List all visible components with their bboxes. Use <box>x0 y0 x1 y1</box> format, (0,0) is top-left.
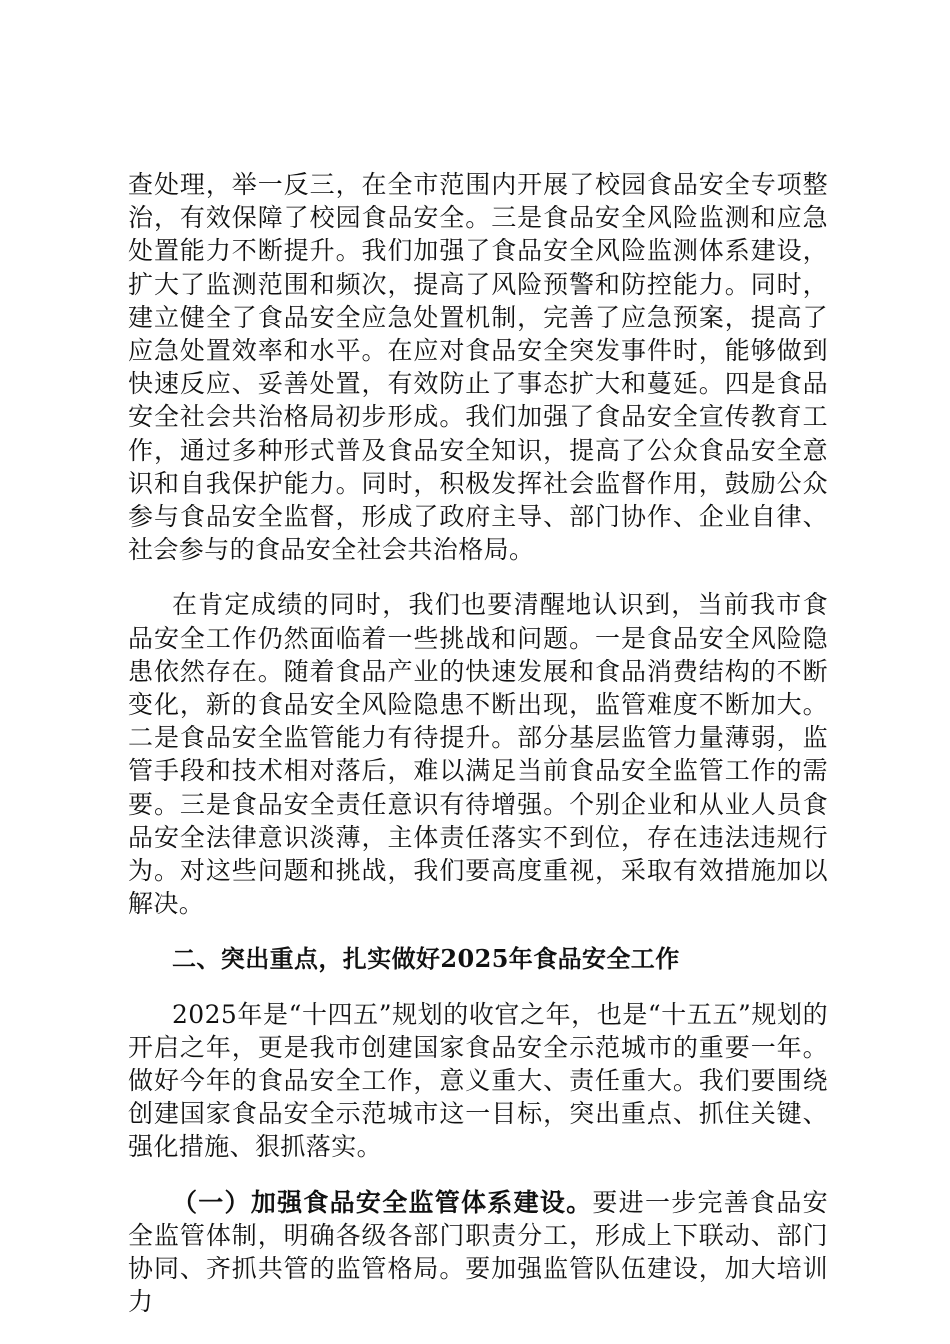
paragraph-2025-overview: 2025年是“十四五”规划的收官之年，也是“十五五”规划的开启之年，更是我市创建国家食品安全示范城市的重要一年。做好今年的食品安全工作，意义重大、责任重大。我们要围绕创建国家食品安全示范城市这一目标，突出重点、抓住关键、强化措施、狠抓落实。 <box>128 999 828 1162</box>
subsection-text: 要进一步完善食品安全监管体制，明确各级各部门职责分工，形成上下联动、部门协同、齐抓共管的监管格局。要加强监管队伍建设，加大培训力 <box>128 1187 829 1317</box>
paragraph-achievements: 查处理，举一反三，在全市范围内开展了校园食品安全专项整治，有效保障了校园食品安全。三是食品安全风险监测和应急处置能力不断提升。我们加强了食品安全风险监测体系建设，扩大了监测范围和频次，提高了风险预警和防控能力。同时，建立健全了食品安全应急处置机制，完善了应急预案，提高了应急处置效率和水平。在应对食品安全突发事件时，能够做到快速反应、妥善处置，有效防止了事态扩大和蔓延。四是食品安全社会共治格局初步形成。我们加强了食品安全宣传教育工作，通过多种形式普及食品安全知识，提高了公众食品安全意识和自我保护能力。同时，积极发挥社会监督作用，鼓励公众参与食品安全监督，形成了政府主导、部门协作、企业自律、社会参与的食品安全社会共治格局。 <box>128 170 828 565</box>
document-body <box>128 168 828 1319</box>
subsection-title: （一）加强食品安全监管体系建设。 <box>172 1187 593 1217</box>
paragraph-challenges: 在肯定成绩的同时，我们也要清醒地认识到，当前我市食品安全工作仍然面临着一些挑战和问题。一是食品安全风险隐患依然存在。随着食品产业的快速发展和食品消费结构的不断变化，新的食品安全风险隐患不断出现，监管难度不断加大。二是食品安全监管能力有待提升。部分基层监管力量薄弱，监管手段和技术相对落后，难以满足当前食品安全监管工作的需要。三是食品安全责任意识有待增强。个别企业和从业人员食品安全法律意识淡薄，主体责任落实不到位，存在违法违规行为。对这些问题和挑战，我们要高度重视，采取有效措施加以解决。 <box>128 590 828 919</box>
section-heading: 二、突出重点，扎实做好2025年食品安全工作 <box>172 944 680 974</box>
paragraph-supervision-system <box>128 1186 828 1319</box>
